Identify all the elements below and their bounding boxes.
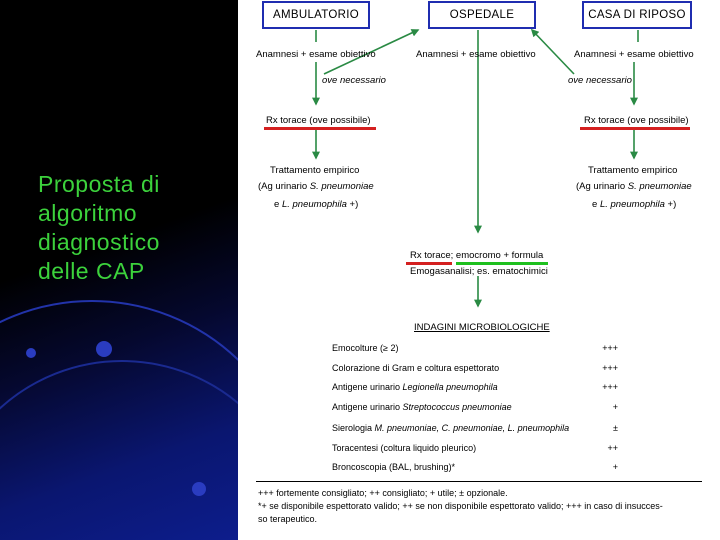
test-value: +++: [602, 343, 618, 353]
test-value: +: [612, 402, 618, 412]
table-row: [332, 462, 618, 478]
test-value: ++: [607, 443, 618, 453]
test-value: +++: [602, 382, 618, 392]
ag-open: (Ag urinario: [576, 181, 628, 192]
indagini-heading: INDAGINI MICROBIOLOGICHE: [414, 322, 550, 333]
rx-torace-left: Rx torace (ove possibile): [266, 115, 371, 126]
underline-emocromo: [456, 262, 548, 265]
decorative-dot: [96, 341, 112, 357]
plus-close: +): [346, 199, 359, 210]
table-row: [332, 363, 618, 379]
table-row: [332, 443, 618, 459]
table-row: [332, 402, 618, 418]
anamnesi-right: Anamnesi + esame obiettivo: [574, 49, 694, 60]
arrow-casa-to-ospedale: [532, 30, 574, 74]
test-name: Antigene urinario: [332, 402, 403, 412]
rx-torace-right: Rx torace (ove possibile): [584, 115, 689, 126]
box-ospedale-label: OSPEDALE: [449, 9, 515, 21]
rx-torace-emocromo: Rx torace; emocromo + formula: [410, 250, 544, 261]
test-name: Broncoscopia (BAL, brushing)*: [332, 462, 456, 472]
footnote: +++ fortemente consigliato; ++ consigliato; + utile; ± opzionale.: [258, 488, 508, 498]
box-casa-label: CASA DI RIPOSO: [588, 9, 686, 21]
lp-species: L. pneumophila: [281, 199, 347, 210]
slide-title: [38, 170, 160, 286]
footnote: *+ se disponibile espettorato valido; ++ se non disponibile espettorato valido; +++ in caso di insucces-: [258, 501, 663, 511]
trattamento-right: Trattamento empirico: [588, 165, 678, 176]
slide-title-line: delle CAP: [38, 258, 145, 284]
box-casa-di-riposo: [582, 1, 692, 29]
emogasanalisi: Emogasanalisi; es. ematochimici: [410, 266, 548, 277]
slide-title-line: algoritmo: [38, 200, 138, 226]
slide-title-line: Proposta di: [38, 171, 160, 197]
underline-rx-center: [406, 262, 452, 265]
lp-right: [592, 199, 676, 210]
table-row: [332, 423, 618, 439]
diagnostic-algorithm-diagram: [238, 0, 720, 540]
trattamento-left: Trattamento empirico: [270, 165, 360, 176]
plus-close: +): [664, 199, 677, 210]
and-e: e: [274, 199, 282, 210]
test-value: +: [612, 462, 618, 472]
decorative-dot: [192, 482, 206, 496]
box-ambulatorio-label: AMBULATORIO: [273, 9, 359, 21]
test-name: Toracentesi (coltura liquido pleurico): [332, 443, 477, 453]
table-row: [332, 343, 618, 359]
anamnesi-center: Anamnesi + esame obiettivo: [416, 49, 536, 60]
ag-urinario-left: [258, 181, 374, 192]
ove-necessario-right: ove necessario: [568, 75, 632, 86]
ag-species: S. pneumoniae: [309, 181, 374, 192]
box-ambulatorio: [262, 1, 370, 29]
test-value: +++: [602, 363, 618, 373]
divider: [256, 481, 702, 482]
footnote: so terapeutico.: [258, 514, 318, 524]
lp-left: [274, 199, 358, 210]
test-name: Emocolture (≥ 2): [332, 343, 399, 353]
table-row: [332, 382, 618, 398]
decorative-dot: [26, 348, 36, 358]
test-name-italic: Streptococcus pneumoniae: [402, 402, 512, 412]
slide-title-line: diagnostico: [38, 229, 160, 255]
test-name: Colorazione di Gram e coltura espettorato: [332, 363, 500, 373]
ove-necessario-left: ove necessario: [322, 75, 386, 86]
ag-urinario-right: [576, 181, 692, 192]
test-value: ±: [613, 423, 618, 433]
underline-rx-right: [580, 127, 690, 130]
ag-open: (Ag urinario: [258, 181, 310, 192]
lp-species: L. pneumophila: [599, 199, 665, 210]
test-name-italic: Legionella pneumophila: [402, 382, 498, 392]
test-name-italic: M. pneumoniae, C. pneumoniae, L. pneumophila: [374, 423, 570, 433]
anamnesi-left: Anamnesi + esame obiettivo: [256, 49, 376, 60]
test-name: Antigene urinario: [332, 382, 403, 392]
test-name: Sierologia: [332, 423, 375, 433]
decorative-arc: [0, 360, 238, 540]
and-e: e: [592, 199, 600, 210]
left-decorative-panel: [0, 0, 238, 540]
box-ospedale: [428, 1, 536, 29]
underline-rx-left: [264, 127, 376, 130]
ag-species: S. pneumoniae: [627, 181, 692, 192]
